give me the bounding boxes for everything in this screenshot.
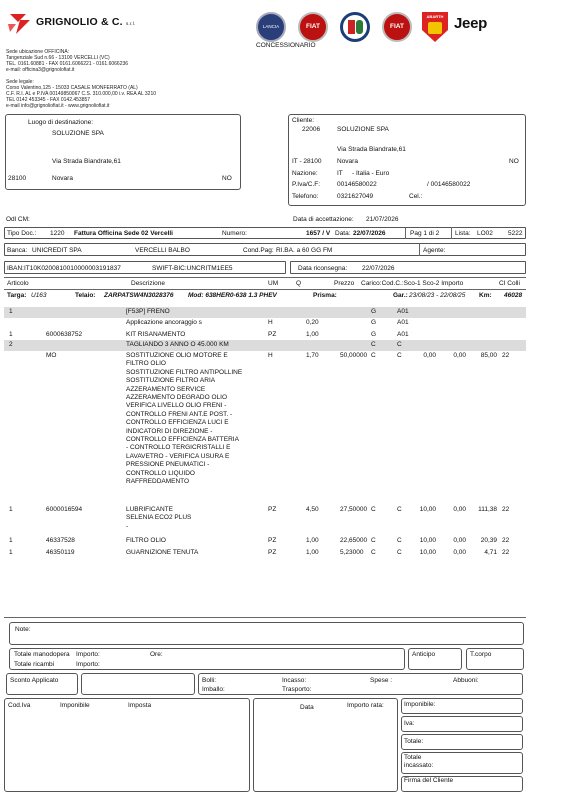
totale-label: Totale: [404,738,424,745]
line-qty: 0,20 [306,319,319,326]
col-carico: Carico:Cod.C.:Sco-1 Sco-2 Importo [361,280,464,287]
line-description: KIT RISANAMENTO [126,331,186,338]
rate-box [253,698,398,792]
line-carico: C [371,549,376,556]
note-label: Note: [15,626,31,633]
line-article: 46350119 [46,549,75,556]
col-descrizione: Descrizione [131,280,165,287]
km-label: Km: [479,292,492,299]
table-row [4,307,526,318]
table-row [4,330,526,340]
company-office-info [6,49,196,73]
spese-label: Spese : [370,677,393,684]
office-line: Sede ubicazione OFFICINA: [6,49,70,55]
imposta-label: Imposta [128,702,152,709]
line-carico: C [371,352,376,359]
col-cicolli: CI Colli [499,280,520,287]
line-carico: G [371,331,377,338]
line-qty: 1,00 [306,549,319,556]
line-um: PZ [268,506,277,513]
line-article: 6000016594 [46,506,83,513]
payment-label: Cond.Pag: [243,247,274,254]
destination-city: Novara [52,175,73,182]
line-um: PZ [268,537,277,544]
legal-line: TEL 0142 453345 - FAX 0142.453857 [6,97,91,103]
iva-total-label: Iva: [404,720,415,727]
client-nazione-name: - Italia - Euro [352,170,390,177]
acceptance-date: 21/07/2026 [366,216,399,223]
client-tel: 0321627049 [337,193,374,200]
rate-importo-label: Importo rata: [347,702,384,709]
line-article: 6000638752 [46,331,83,338]
line-cicolli: 22 [502,537,510,544]
alfa-romeo-logo [340,12,370,42]
line-codc: A01 [397,308,409,315]
vehicle-model: Mod: 638HER0-638 1.3 PHEV [188,292,277,299]
line-carico: G [371,308,377,315]
doc-lista-label: Lista: [455,230,471,237]
line-codc: C [397,549,402,556]
line-number: 1 [9,537,13,544]
line-amount: 85,00 [480,352,497,359]
company-legal-info [6,79,206,109]
alfa-romeo-cross [348,20,355,34]
destination-name: SOLUZIONE SPA [52,130,104,137]
client-title: Cliente: [292,117,315,124]
line-description: SOSTITUZIONE OLIO MOTORE E FILTRO OLIO SOSTITUZIONE FILTRO ANTIPOLLINE SOSTITUZIONE FILTRO ARIA AZZERAMENTO SERVICE AZZERAMENTO DEGRADO OLIO VERIFICA LIVELLO OLIO FRENI - CONTROLLO FRENI ANT.E POST. - CONTROLLO EFFICIENZA LUCI E INDICATORI DI DIREZIONE - CONTROLLO EFFICIENZA BATTERIA - CONTROLLO TERGICRISTALLI E LAVAVETRO - VERIFICA USURA E PRESSIONE PNEUMATICI - CONTROLLO LIQUIDO RAFFREDDAMENTO [126,352,243,486]
odl-label: Odl CM: [6,216,30,223]
client-cap: IT - 28100 [292,158,322,165]
line-um: PZ [268,331,277,338]
line-amount: 20,39 [480,537,497,544]
acceptance-label: Data di accettazione: [293,216,354,223]
line-codc: C [397,537,402,544]
line-carico: C [371,537,376,544]
client-cel-label: Cel.: [409,193,423,200]
doc-number: 1657 / V [306,230,331,237]
tot-parts-importo: Importo: [76,661,100,668]
client-nazione-code: IT [337,170,343,177]
line-description: [F53P] FRENO [126,308,170,315]
office-line: Tangenziale Sud n.66 - 13100 VERCELLI (VC) [6,55,110,61]
sconto-label: Sconto Applicato [10,677,59,684]
destination-prov: NO [222,175,232,182]
line-sco1: 10,00 [419,549,436,556]
bank-branch: VERCELLI BALBO [135,247,190,254]
destination-title: Luogo di destinazione: [28,119,94,126]
line-qty: 1,00 [306,331,319,338]
col-articolo: Articolo [7,280,29,287]
client-city: Novara [337,158,358,165]
line-price: 5,23000 [340,549,364,556]
line-carico: G [371,319,377,326]
line-description: GUARNIZIONE TENUTA [126,549,199,556]
bank-name: UNICREDIT SPA [32,247,82,254]
line-article: 46337528 [46,537,75,544]
line-sco1: 10,00 [419,506,436,513]
legal-line: C.F. R.I. AL e P.IVA 00149850067 C.S. 310.000,00 i.v. REA AL 3210 [6,91,157,97]
iva-total-box [401,716,523,732]
client-piva-label: P.Iva/C.F: [292,181,321,188]
line-number: 1 [9,506,13,513]
incassato-label: Totale incassato: [404,754,434,769]
table-row [4,340,526,351]
line-article: MO [46,352,57,359]
codiva-label: Cod.Iva [8,702,31,709]
line-codc: C [397,352,402,359]
line-description: LUBRIFICANTE SELENIA ECO2 PLUS - [126,506,192,530]
company-logo [6,10,32,38]
doc-lista-number: 5222 [508,230,523,237]
table-row [4,351,526,505]
line-sco2: 0,00 [453,506,466,513]
payment-terms: RI.BA. a 60 GG FM [276,247,333,254]
km: 46028 [504,292,523,299]
doc-page: Pag 1 di 2 [410,230,440,237]
fiat-logo-text: FIAT [306,23,320,30]
tot-labor-ore: Ore: [150,651,163,658]
doc-number-label: Numero: [222,230,247,237]
line-cicolli: 22 [502,352,510,359]
bolli-label: Bolli: [202,677,217,684]
doc-date-label: Data: [335,230,351,237]
client-box [288,114,526,206]
abarth-logo-inner [428,22,442,34]
gar-label: Gar.: [393,292,408,299]
alfa-romeo-logo-text: ALFA ROMEO [346,42,364,45]
line-number: 1 [9,331,13,338]
line-codc: A01 [397,331,409,338]
vehicle-row [4,292,526,302]
trasporto-label: Trasporto: [282,686,312,693]
line-description: Applicazione ancoraggio s [126,319,202,326]
client-prov: NO [509,158,519,165]
abbuoni-label: Abbuoni: [453,677,479,684]
telaio: ZARPATSW4N3028376 [104,292,174,299]
line-carico: C [371,506,376,513]
table-row [4,548,526,560]
client-cf: / 00146580022 [427,181,471,188]
legal-line: Sede legale: [6,79,34,85]
doc-type-code: 1220 [50,230,65,237]
concessionario-label: CONCESSIONARIO [256,42,316,49]
office-line: TEL. 0161.60881 - FAX 0161.6066221 - 0161.6066236 [6,61,129,67]
telaio-label: Telaio: [75,292,96,299]
line-amount: 4,71 [484,549,497,556]
iban: IBAN:IT10K0200810010000003191837 [7,265,121,272]
anticipo-label: Anticipo [412,651,436,658]
line-price: 27,50000 [340,506,368,513]
doc-type-label: Tipo Doc.: [7,230,37,237]
agent-label: Agente: [423,247,446,254]
line-cicolli: 22 [502,506,510,513]
line-cicolli: 22 [502,549,510,556]
vat-box [4,698,250,792]
line-sco2: 0,00 [453,549,466,556]
incasso-label: Incasso: [282,677,307,684]
line-number: 1 [9,549,13,556]
company-name: GRIGNOLIO & C. s.r.l. [36,16,136,28]
tot-labor-importo: Importo: [76,651,100,658]
client-nazione-label: Nazione: [292,170,318,177]
line-number: 2 [9,341,13,348]
redelivery-date: 22/07/2026 [362,265,395,272]
line-qty: 1,00 [306,537,319,544]
prisma-label: Prisma: [313,292,337,299]
legal-line: e-mail info@grignoliofiat.it - www.grignoliofiat.it [6,103,110,109]
doc-type-desc: Fattura Officina Sede 02 Vercelli [74,230,173,237]
col-prezzo: Prezzo [334,280,355,287]
line-description: FILTRO OLIO [126,537,166,544]
line-price: 22,65000 [340,537,368,544]
imballo-label: Imballo: [202,686,225,693]
rate-data-label: Data [300,704,314,711]
alfa-romeo-snake [356,20,363,34]
line-amount: 111,38 [478,506,497,513]
sconto-value-box [81,673,195,695]
table-row [4,318,526,330]
tcorpo-label: T.corpo [470,651,492,658]
legal-line: Corso Valentino,125 - 15033 CASALE MONFERRATO (AL) [6,85,138,91]
table-row [4,536,526,548]
line-um: PZ [268,549,277,556]
col-q: Q [296,280,302,287]
line-sco1: 10,00 [419,537,436,544]
warranty: 23/08/23 - 22/08/25 [409,292,466,299]
jeep-logo: Jeep [454,15,487,32]
line-codc: C [397,506,402,513]
imponibile-total-label: Imponibile: [404,701,436,708]
lancia-logo-text: LANCIA [262,24,280,29]
note-box [9,622,524,645]
client-tel-label: Telefono: [292,193,319,200]
table-row [4,505,526,536]
line-carico: C [371,341,376,348]
line-qty: 1,70 [306,352,319,359]
line-codc: C [397,341,402,348]
line-sco2: 0,00 [453,352,466,359]
line-description: TAGLIANDO 3 ANNO O 45.000 KM [126,341,229,348]
line-sco1: 0,00 [423,352,436,359]
line-um: H [268,352,273,359]
office-line: e-mail: officina3@grignolofiat.it [6,67,75,73]
doc-date: 22/07/2026 [353,230,386,237]
client-street: Via Strada Biandrate,61 [337,146,406,153]
line-um: H [268,319,273,326]
col-um: UM [268,280,279,287]
bank-label: Banca: [7,247,28,254]
swift: SWIFT-BIC:UNCRITM1EE5 [152,265,233,272]
imponibile-label: Imponibile [60,702,90,709]
line-price: 50,00000 [340,352,368,359]
client-piva: 00146580022 [337,181,377,188]
line-codc: A01 [397,319,409,326]
doc-lista: LO02 [477,230,493,237]
firma-label: Firma del Cliente [404,777,454,784]
abarth-logo-text: ABARTH [426,14,444,19]
targa-label: Targa: [7,292,27,299]
line-sco2: 0,00 [453,537,466,544]
destination-cap: 28100 [8,175,27,182]
line-number: 1 [9,308,13,315]
brand-logos [256,12,506,44]
company-suffix: s.r.l. [125,21,136,26]
line-qty: 4,50 [306,506,319,513]
fiat-professional-logo-text: FIAT [390,23,404,30]
client-code: 22006 [302,126,321,133]
destination-street: Via Strada Biandrate,61 [52,158,121,165]
client-name: SOLUZIONE SPA [337,126,389,133]
tot-labor-label: Totale manodopera [14,651,70,658]
targa: U163 [31,292,47,299]
tot-parts-label: Totale ricambi [14,661,55,668]
redelivery-label: Data riconsegna: [298,265,348,272]
